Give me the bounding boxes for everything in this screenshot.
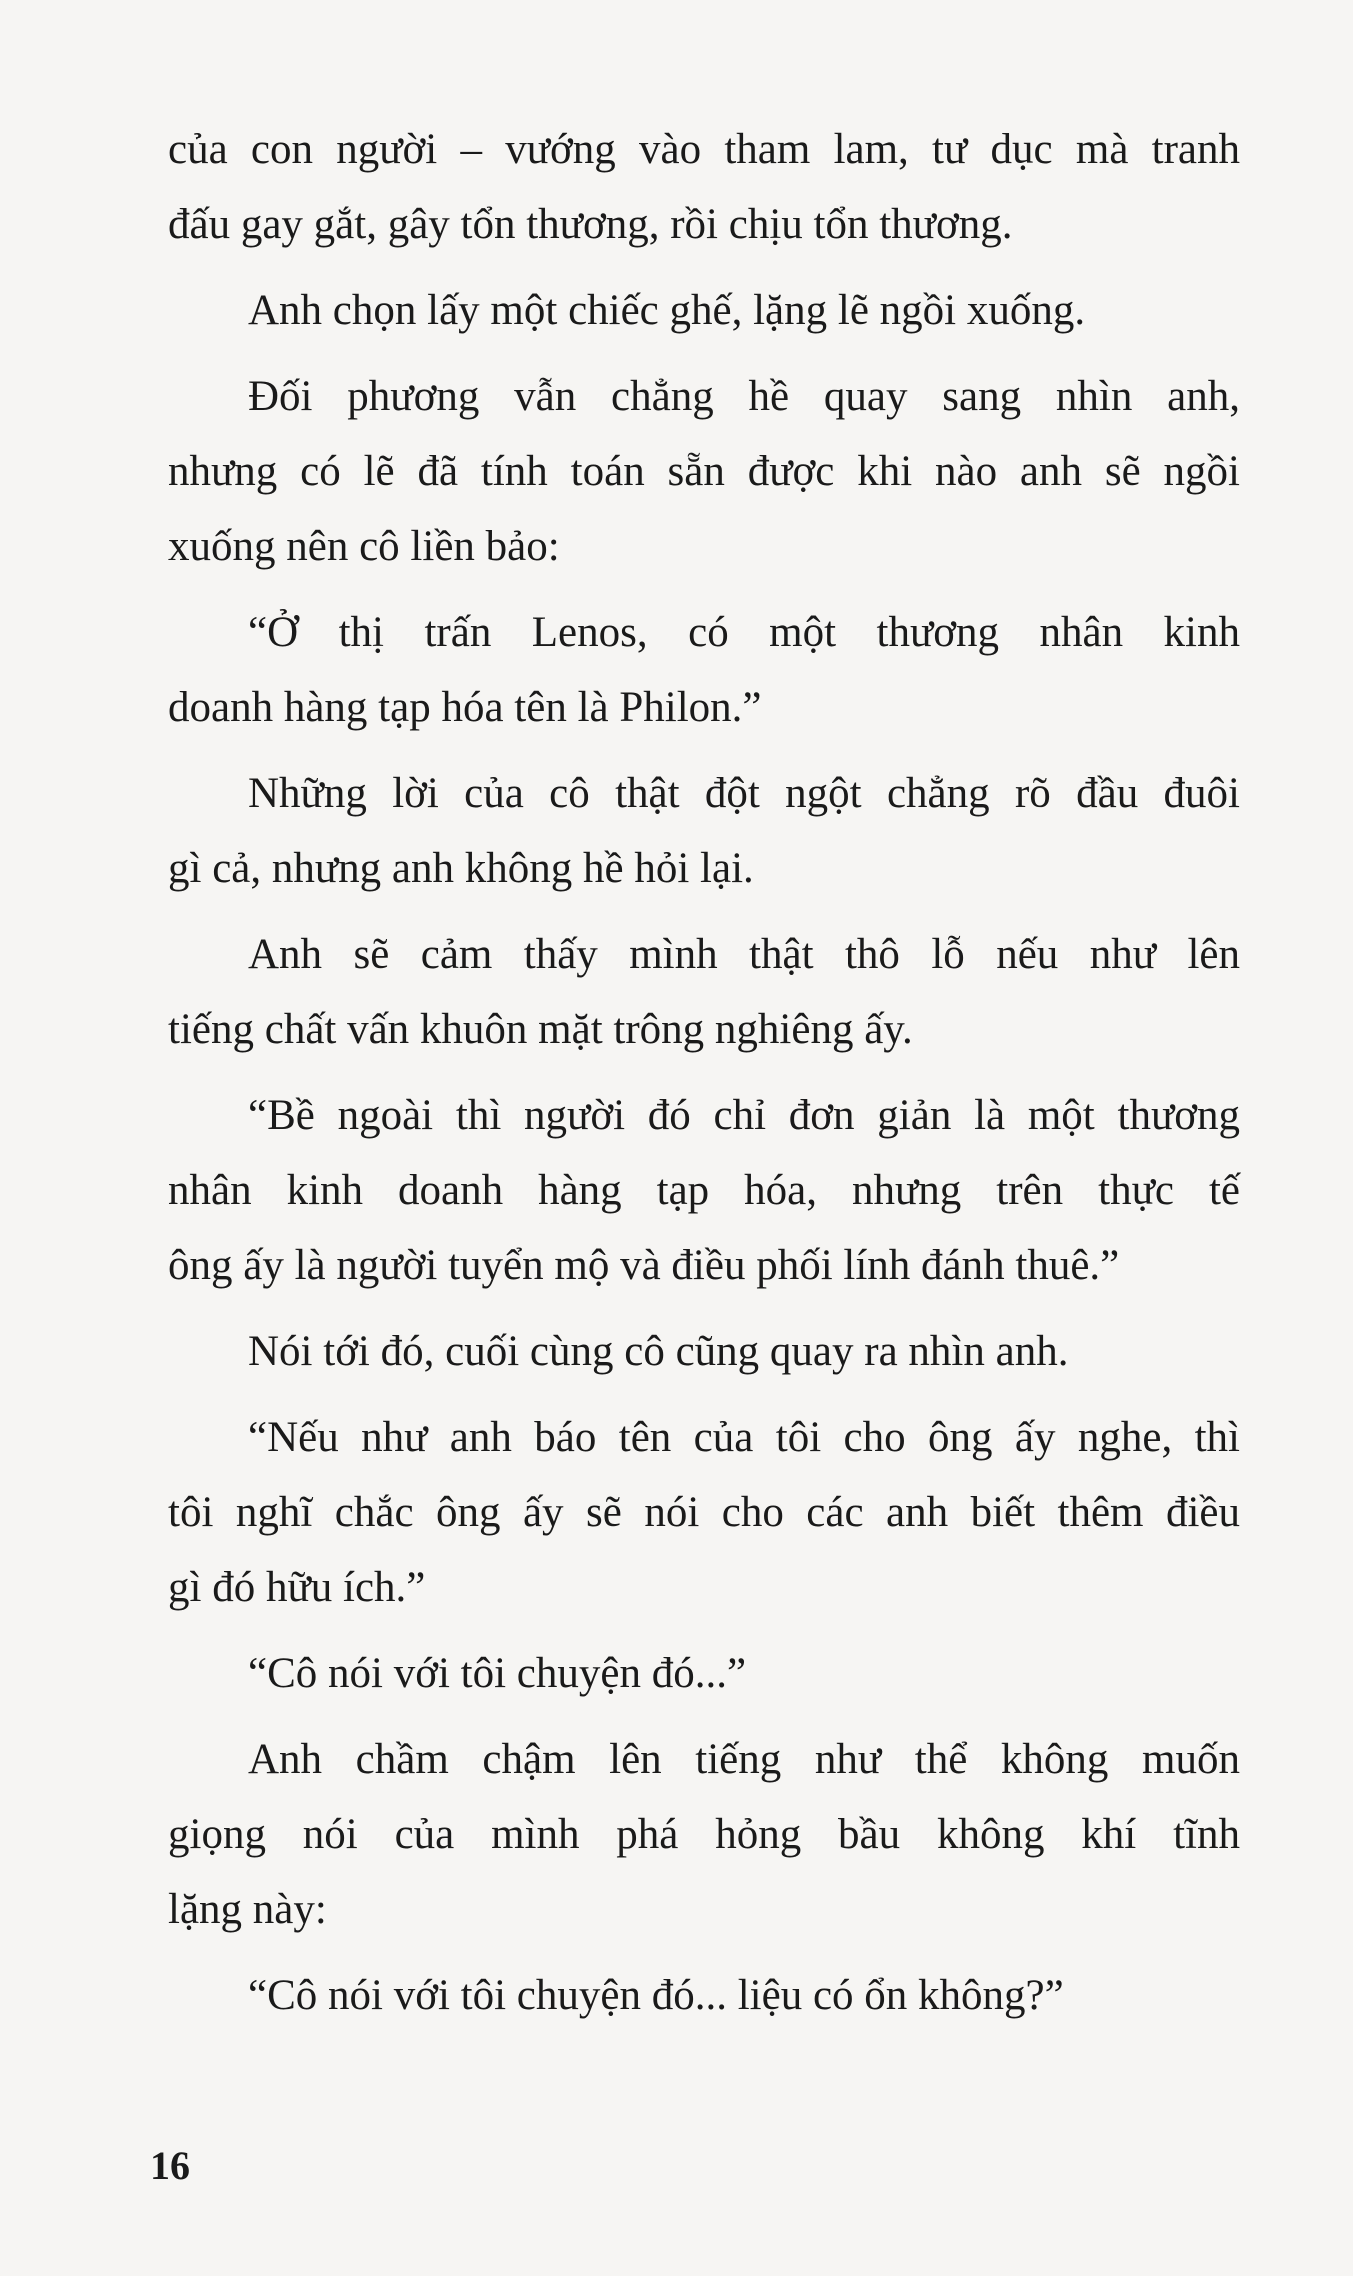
text-line: Đối phương vẫn chẳng hề quay sang nhìn anh, [248, 373, 1240, 420]
text-line: ông ấy là người tuyển mộ và điều phối lính đánh thuê.” [168, 1242, 1120, 1289]
paragraph [168, 1722, 1240, 1947]
paragraph [168, 1636, 1240, 1711]
text-line: giọng nói của mình phá hỏng bầu không khí tĩnh [168, 1811, 1240, 1858]
text-line: đấu gay gắt, gây tổn thương, rồi chịu tổn thương. [168, 201, 1013, 248]
text-line: gì cả, nhưng anh không hề hỏi lại. [168, 845, 754, 892]
text-line: tôi nghĩ chắc ông ấy sẽ nói cho các anh biết thêm điều [168, 1489, 1240, 1536]
text-line: Anh chọn lấy một chiếc ghế, lặng lẽ ngồi xuống. [248, 287, 1086, 334]
paragraph [168, 917, 1240, 1067]
paragraph [168, 1958, 1240, 2033]
text-line: Anh chầm chậm lên tiếng như thể không muốn [248, 1736, 1240, 1783]
paragraph [168, 595, 1240, 745]
text-line: “Ở thị trấn Lenos, có một thương nhân kinh [248, 609, 1240, 656]
text-line: Những lời của cô thật đột ngột chẳng rõ đầu đuôi [248, 770, 1240, 817]
text-line: tiếng chất vấn khuôn mặt trông nghiêng ấy. [168, 1006, 913, 1053]
paragraph [168, 359, 1240, 584]
text-line: của con người – vướng vào tham lam, tư dục mà tranh [168, 126, 1240, 173]
text-line: nhân kinh doanh hàng tạp hóa, nhưng trên thực tế [168, 1167, 1240, 1214]
text-line: lặng này: [168, 1886, 327, 1933]
text-line: xuống nên cô liền bảo: [168, 523, 560, 570]
paragraph [168, 756, 1240, 906]
text-line: Anh sẽ cảm thấy mình thật thô lỗ nếu như lên [248, 931, 1240, 978]
page-body-text [168, 112, 1240, 2044]
text-line: Nói tới đó, cuối cùng cô cũng quay ra nhìn anh. [248, 1328, 1069, 1375]
paragraph [168, 1078, 1240, 1303]
page-number: 16 [150, 2143, 190, 2188]
text-line: gì đó hữu ích.” [168, 1564, 426, 1611]
paragraph [168, 1314, 1240, 1389]
text-line: “Bề ngoài thì người đó chỉ đơn giản là một thương [248, 1092, 1240, 1139]
paragraph [168, 112, 1240, 262]
text-line: “Nếu như anh báo tên của tôi cho ông ấy nghe, thì [248, 1414, 1240, 1461]
paragraph [168, 273, 1240, 348]
text-line: nhưng có lẽ đã tính toán sẵn được khi nào anh sẽ ngồi [168, 448, 1240, 495]
text-line: doanh hàng tạp hóa tên là Philon.” [168, 684, 762, 731]
paragraph [168, 1400, 1240, 1625]
text-line: “Cô nói với tôi chuyện đó...” [248, 1650, 747, 1697]
text-line: “Cô nói với tôi chuyện đó... liệu có ổn không?” [248, 1972, 1064, 2019]
